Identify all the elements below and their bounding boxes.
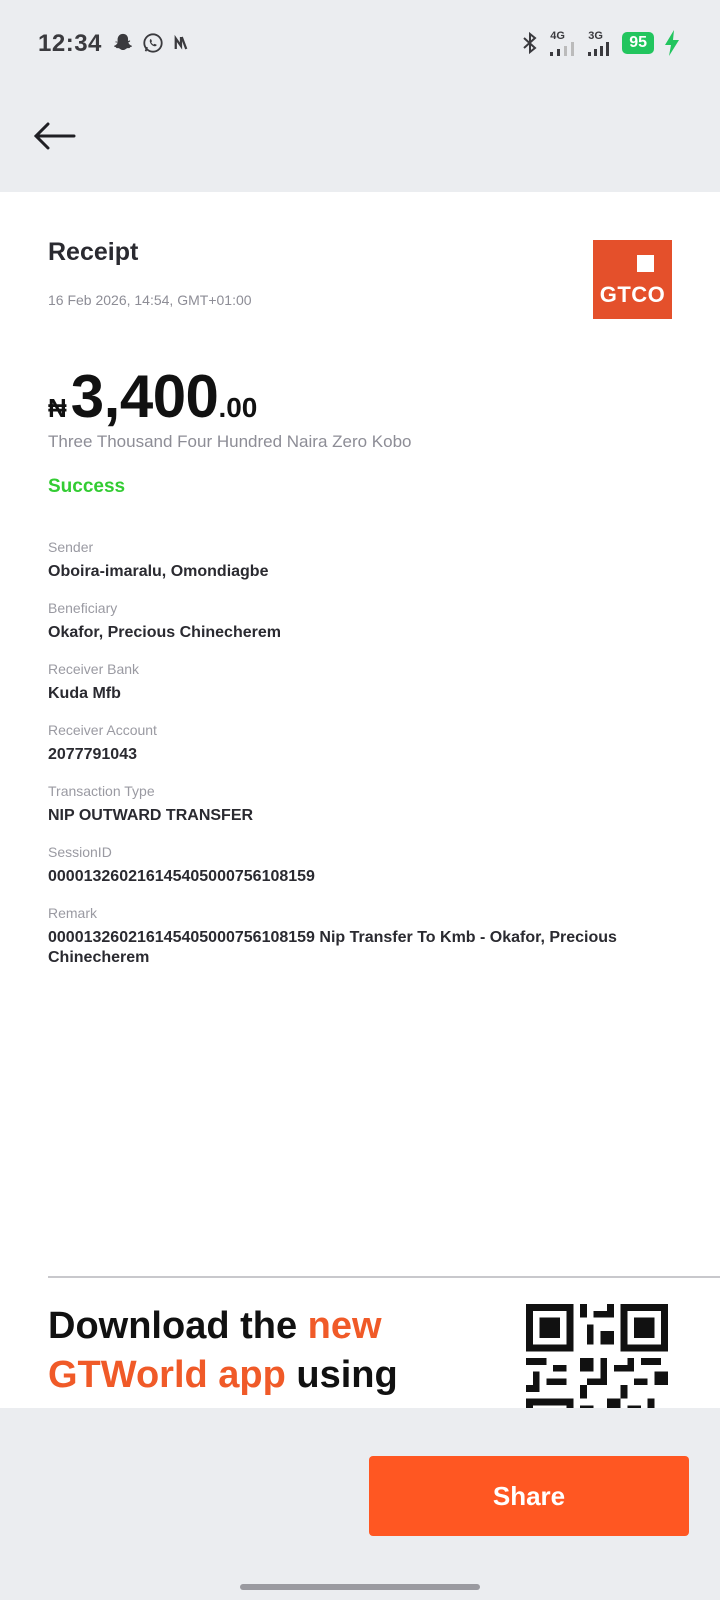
gtco-logo — [593, 240, 672, 319]
snapchat-icon — [112, 32, 134, 54]
promo-part-3: using — [285, 1354, 398, 1396]
qr-code — [526, 1304, 668, 1408]
detail-label: Receiver Bank — [48, 661, 140, 677]
detail-receiver-account — [48, 721, 688, 765]
bluetooth-icon — [520, 31, 540, 55]
share-button[interactable]: Share — [369, 1456, 689, 1536]
arrow-left-icon — [32, 121, 76, 151]
currency-symbol: ₦ — [48, 393, 67, 423]
detail-transaction-type — [48, 782, 688, 826]
status-bar — [0, 0, 720, 92]
detail-value: Oboira-imaralu, Omondiagbe — [48, 563, 269, 580]
detail-beneficiary — [48, 599, 688, 643]
promo-text — [48, 1302, 488, 1400]
amount-main: 3,400 — [70, 363, 219, 430]
system-icons — [520, 30, 680, 56]
promo-highlight: new GTWorld app — [48, 1305, 382, 1396]
receipt-date: 16 Feb 2026, 14:54, GMT+01:00 — [48, 292, 252, 308]
detail-label: Receiver Account — [48, 722, 157, 738]
detail-remark — [48, 904, 688, 968]
amount-decimal: .00 — [218, 392, 258, 423]
detail-label: Remark — [48, 905, 98, 921]
app-icon — [172, 34, 190, 52]
detail-value: 000013260216145405000756108159 Nip Transfer To Kmb - Okafor, Precious Chinecherem — [48, 929, 617, 966]
network-4g — [550, 31, 578, 56]
detail-value: Okafor, Precious Chinecherem — [48, 624, 281, 641]
detail-label: Beneficiary — [48, 600, 118, 616]
back-button[interactable] — [30, 112, 78, 160]
battery-level: 95 — [622, 32, 654, 54]
receipt-title: Receipt — [48, 238, 139, 266]
amount-words: Three Thousand Four Hundred Naira Zero Kobo — [48, 432, 412, 451]
network-3g-label: 3G — [588, 29, 603, 42]
logo-text: GTCO — [599, 282, 666, 307]
detail-label: Sender — [48, 539, 94, 555]
details-list — [48, 538, 688, 985]
receipt-card — [0, 192, 720, 1408]
promo-part-1: Download the — [48, 1305, 308, 1347]
status-badge: Success — [48, 476, 126, 497]
signal-icon — [550, 42, 578, 56]
detail-value: Kuda Mfb — [48, 685, 121, 702]
signal-icon — [588, 42, 612, 56]
amount — [48, 362, 257, 431]
detail-sender — [48, 538, 688, 582]
network-3g — [588, 31, 612, 56]
logo-square — [637, 255, 654, 272]
home-indicator[interactable] — [240, 1584, 480, 1590]
detail-label: SessionID — [48, 844, 112, 860]
detail-label: Transaction Type — [48, 783, 155, 799]
detail-value: 000013260216145405000756108159 — [48, 868, 315, 885]
divider — [48, 1276, 720, 1278]
top-bar — [0, 92, 720, 192]
whatsapp-icon — [142, 32, 164, 54]
network-4g-label: 4G — [550, 29, 565, 42]
detail-value: NIP OUTWARD TRANSFER — [48, 807, 254, 824]
detail-receiver-bank — [48, 660, 688, 704]
status-time: 12:34 — [38, 30, 102, 57]
notification-icons — [112, 32, 190, 54]
bottom-bar — [0, 1408, 720, 1600]
detail-value: 2077791043 — [48, 746, 137, 763]
detail-session-id — [48, 843, 688, 887]
charging-icon — [664, 30, 680, 56]
